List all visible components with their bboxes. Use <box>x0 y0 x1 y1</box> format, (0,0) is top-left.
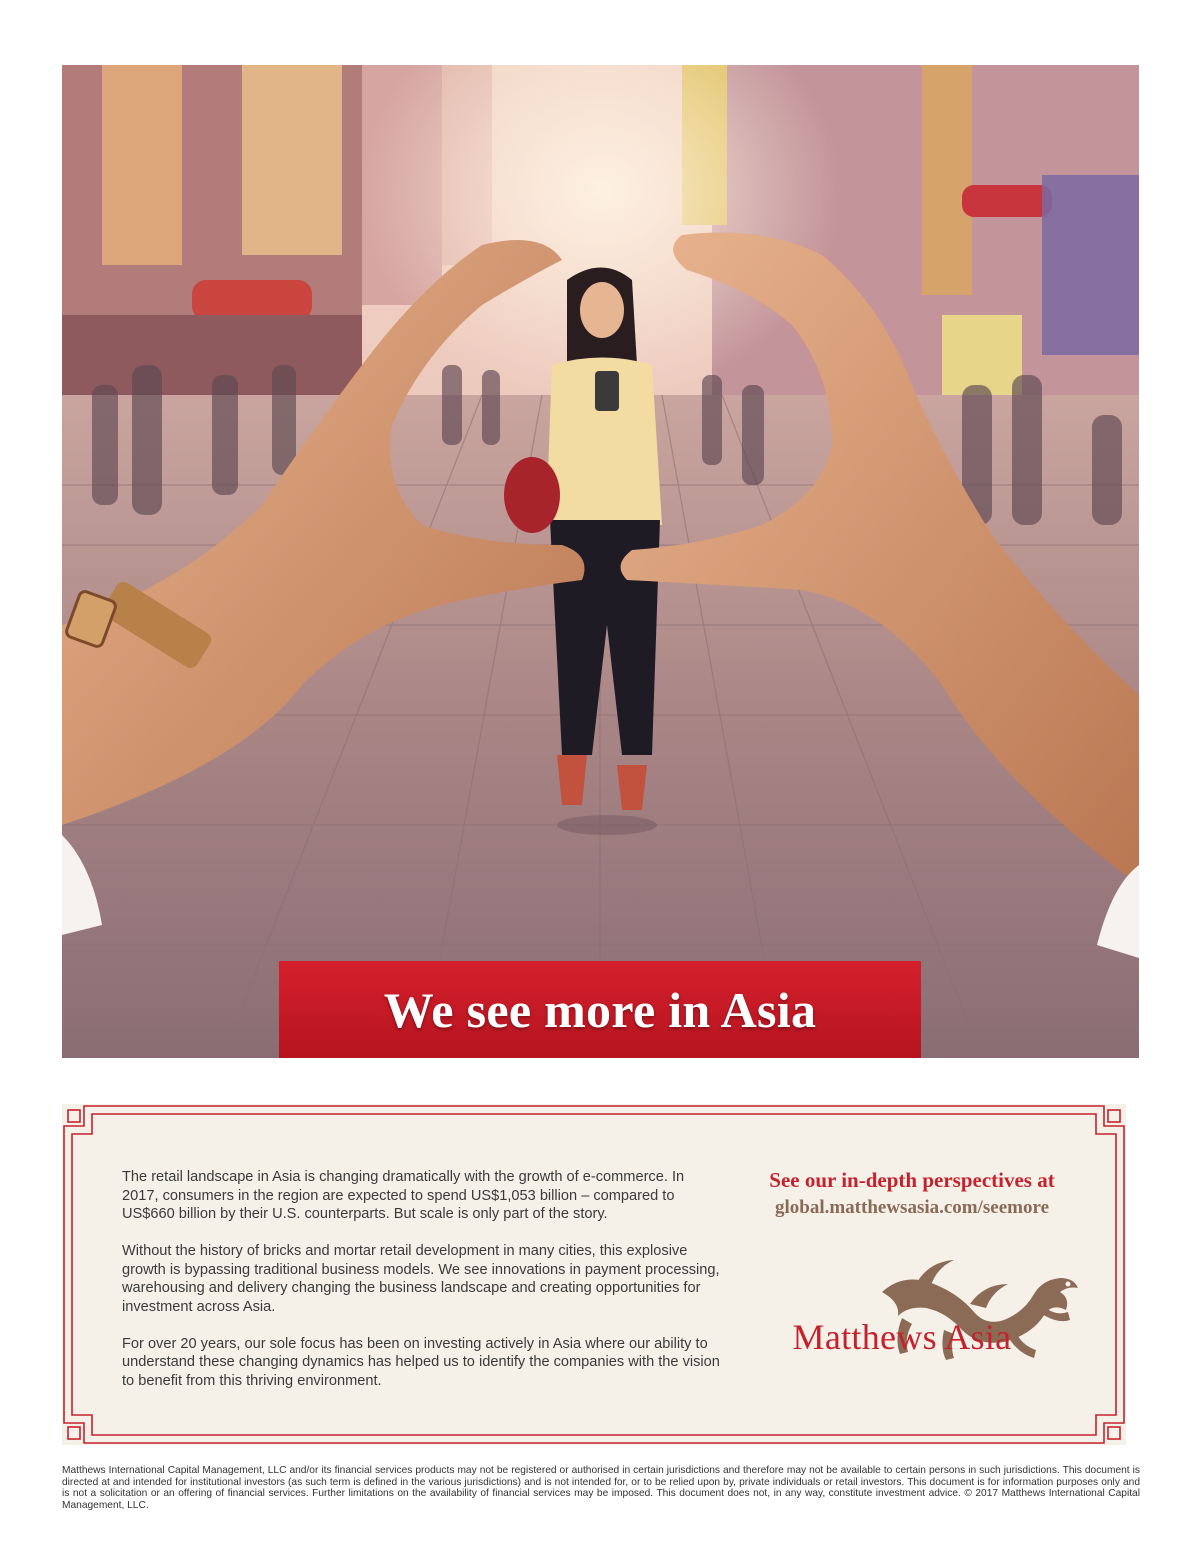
info-panel <box>62 1104 1126 1445</box>
paragraph-1: The retail landscape in Asia is changing dramatically with the growth of e-commerce. In 2017, consumers in the region are expected to spend US$1,053 billion – compared to US$660 billion by their U.S. counterparts. But scale is only part of the story. <box>122 1169 685 1222</box>
paragraph-3: For over 20 years, our sole focus has been on investing actively in Asia where our ability to understand these changing dynamics has helped us to identify the companies with the vision to benefit from this thriving environment. <box>122 1335 720 1389</box>
paragraph-2: Without the history of bricks and mortar retail development in many cities, this explosive growth is bypassing traditional business models. We see innovations in payment processing, warehousing and delivery changing the business landscape and creating opportunities for investment across Asia. <box>122 1243 720 1315</box>
brand-name: Matthews Asia <box>792 1317 1012 1357</box>
legal-disclaimer: Matthews International Capital Management, LLC and/or its financial services products may not be registered or authorised in certain jurisdictions and therefore may not be available to certain persons in such jurisdictions. This document is directed at and intended for institutional investors (as such term is defined in the various jurisdictions) and is not intended for, or to be relied upon by, private individuals or retail investors. This document is for information purposes only and is not a solicitation or an offering of financial services. Further limitations on the availability of financial services may be imposed. This document does not, in any way, constitute investment advice. © 2017 Matthews International Capital Management, LLC. <box>62 1465 1140 1511</box>
body-copy <box>122 1168 722 1409</box>
cta-heading: See our in-depth perspectives at <box>769 1168 1055 1192</box>
headline-banner <box>279 961 921 1058</box>
headline: We see more in Asia <box>383 981 817 1038</box>
cta-block <box>732 1166 1092 1222</box>
street-scene-illustration <box>62 65 1139 1058</box>
cta-url-link[interactable]: global.matthewsasia.com/seemore <box>774 1197 1050 1218</box>
hero-photo <box>62 65 1139 1058</box>
